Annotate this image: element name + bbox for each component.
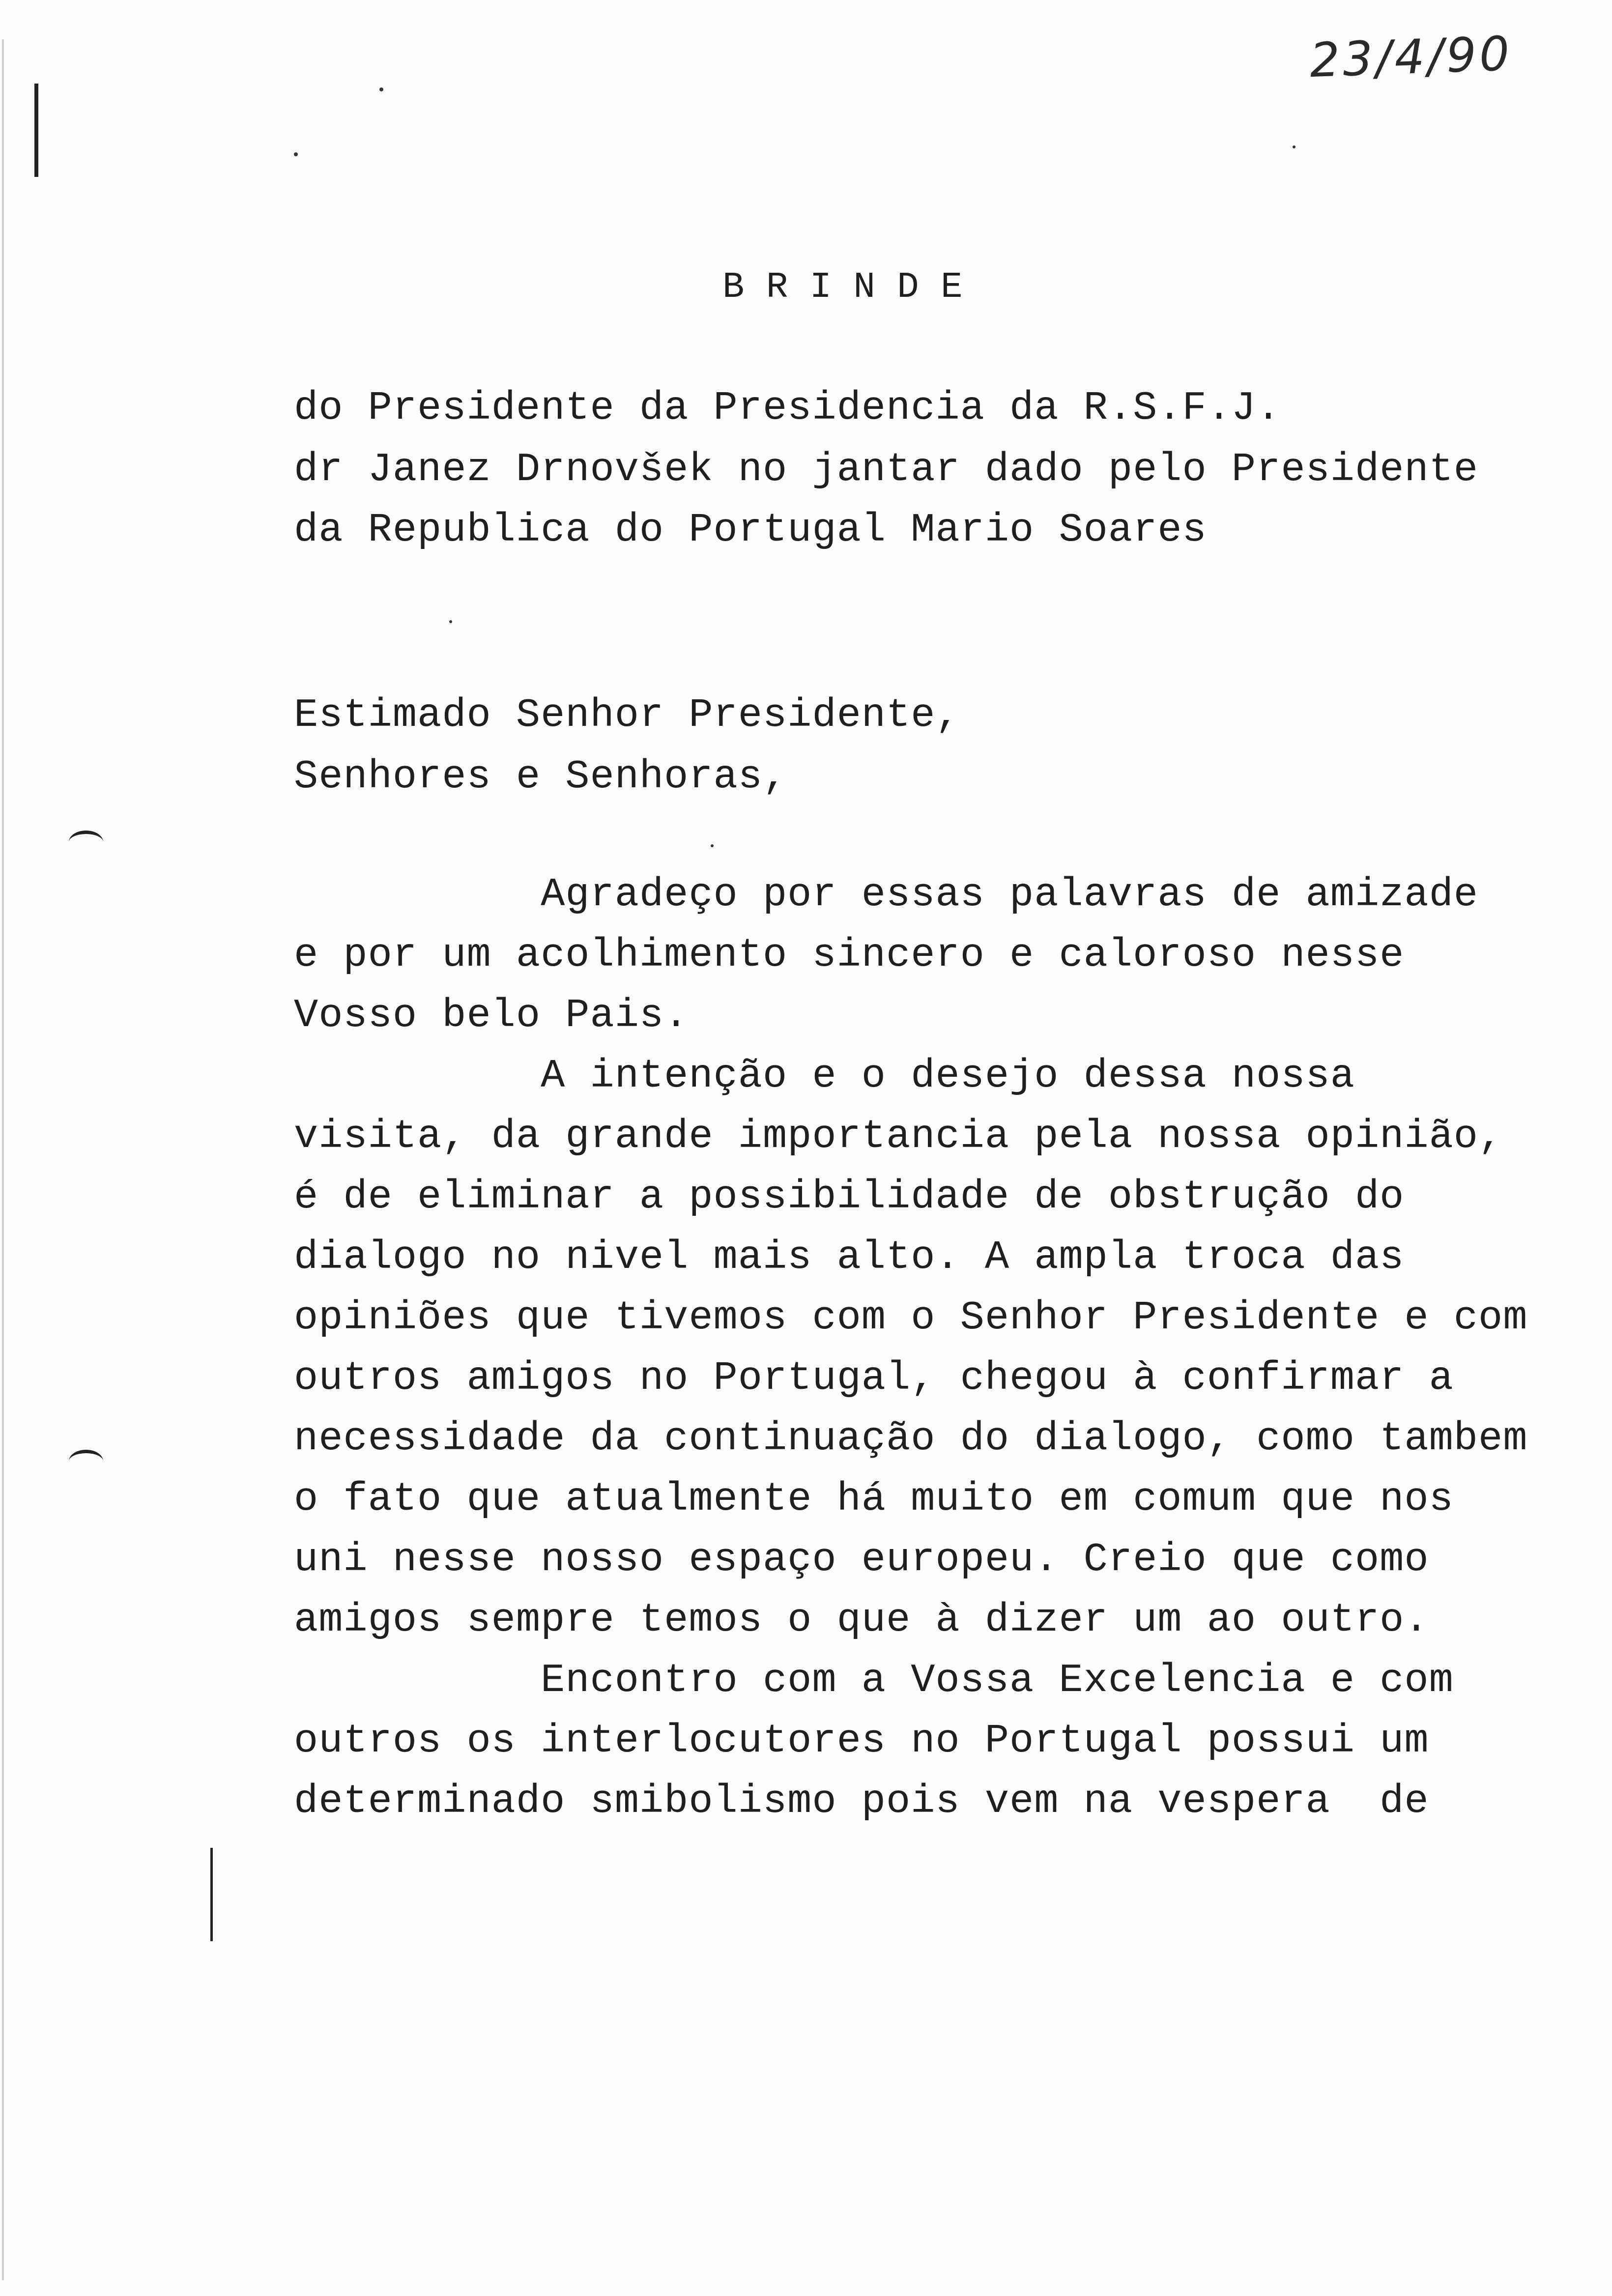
body-line: A intenção e o desejo dessa nossa [294, 1053, 1355, 1099]
subtitle-line: do Presidente da Presidencia da R.S.F.J. [294, 385, 1281, 431]
body-line: Encontro com a Vossa Excelencia e com [294, 1658, 1454, 1703]
body-line: Agradeço por essas palavras de amizade [294, 872, 1478, 918]
body-line: é de eliminar a possibilidade de obstrução do [294, 1174, 1405, 1220]
margin-line-mark [210, 1848, 213, 1941]
body-line: determinado smibolismo pois vem na vespera de [294, 1779, 1429, 1824]
salutation-line: Estimado Senhor Presidente, [294, 692, 960, 738]
scan-speck [379, 87, 383, 91]
subtitle-line: dr Janez Drnovšek no jantar dado pelo Presidente [294, 447, 1478, 492]
binding-hole-mark [69, 831, 103, 854]
body-line: amigos sempre temos o que à dizer um ao outro. [294, 1597, 1429, 1643]
body-line: outros os interlocutores no Portugal possui um [294, 1718, 1429, 1764]
handwritten-date: 23/4/90 [1309, 26, 1513, 88]
scan-speck [449, 620, 452, 623]
scan-speck [711, 844, 714, 847]
scan-speck [294, 152, 298, 156]
document-title: B R I N D E [722, 267, 963, 308]
left-edge-shadow [2, 39, 4, 2280]
binding-hole-mark [69, 1450, 103, 1473]
margin-stamp-mark [34, 84, 38, 177]
body-line: outros amigos no Portugal, chegou à confirmar a [294, 1355, 1454, 1401]
scan-speck [1293, 145, 1295, 148]
body-line: necessidade da continuação do dialogo, como tambem [294, 1416, 1528, 1462]
body-line: dialogo no nivel mais alto. A ampla troca das [294, 1234, 1405, 1280]
body-line: opiniões que tivemos com o Senhor Presidente e com [294, 1295, 1528, 1341]
body-line: o fato que atualmente há muito em comum que nos [294, 1476, 1454, 1522]
body-line: e por um acolhimento sincero e caloroso nesse [294, 932, 1405, 978]
subtitle-line: da Republica do Portugal Mario Soares [294, 507, 1207, 553]
body-line: Vosso belo Pais. [294, 993, 689, 1038]
body-line: visita, da grande importancia pela nossa opinião, [294, 1114, 1503, 1159]
salutation-line: Senhores e Senhoras, [294, 754, 788, 800]
body-line: uni nesse nosso espaço europeu. Creio que como [294, 1537, 1429, 1582]
